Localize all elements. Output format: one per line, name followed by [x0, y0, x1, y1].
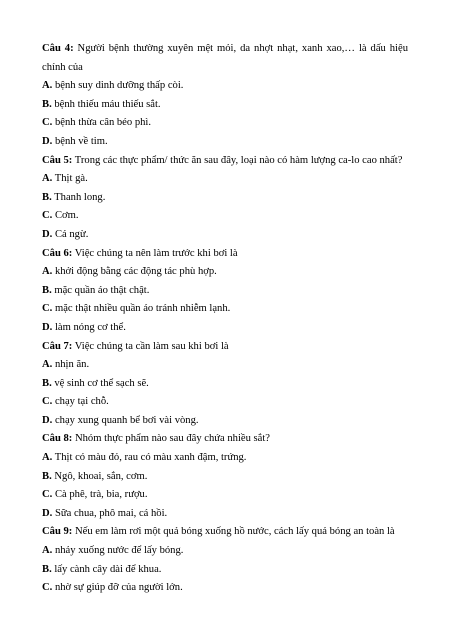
answer-option: [42, 226, 408, 245]
question-number: Câu 5:: [42, 154, 73, 166]
question-number: Câu 6:: [42, 247, 73, 259]
option-letter: B.: [42, 191, 52, 203]
option-letter: A.: [42, 80, 53, 92]
option-letter: A.: [42, 266, 53, 278]
option-text: bệnh về tim.: [52, 135, 108, 147]
option-text: nhờ sự giúp đỡ của người lớn.: [52, 582, 183, 594]
answer-option: [42, 505, 408, 524]
question-text: Việc chúng ta nên làm trước khi bơi là: [72, 247, 238, 259]
answer-option: [42, 449, 408, 468]
option-text: Thanh long.: [51, 191, 106, 203]
question-text: Trong các thực phẩm/ thức ăn sau đây, loại nào có hàm lượng ca-lo cao nhất?: [72, 154, 403, 166]
answer-option: [42, 207, 408, 226]
question-stem: [42, 338, 408, 357]
option-text: Ngô, khoai, sắn, cơm.: [51, 470, 148, 482]
option-text: làm nóng cơ thể.: [52, 321, 126, 333]
answer-option: [42, 561, 408, 580]
question-stem: [42, 523, 408, 542]
option-letter: A.: [42, 452, 53, 464]
question-block: [42, 152, 408, 245]
option-letter: A.: [42, 545, 53, 557]
option-text: bệnh thừa cân béo phì.: [52, 117, 152, 129]
option-letter: C.: [42, 210, 53, 222]
answer-option: [42, 300, 408, 319]
option-letter: B.: [42, 284, 52, 296]
question-block: [42, 40, 408, 152]
option-text: chạy xung quanh bể bơi vài vòng.: [52, 414, 199, 426]
option-text: Cơm.: [52, 210, 79, 222]
option-letter: B.: [42, 563, 52, 575]
answer-option: [42, 133, 408, 152]
option-letter: C.: [42, 582, 53, 594]
question-number: Câu 4:: [42, 43, 74, 54]
answer-option: [42, 77, 408, 96]
question-block: [42, 338, 408, 431]
option-text: khởi động bằng các động tác phù hợp.: [52, 266, 217, 278]
answer-option: [42, 486, 408, 505]
answer-option: [42, 356, 408, 375]
option-text: bệnh thiếu máu thiếu sắt.: [51, 98, 161, 110]
question-block: [42, 245, 408, 338]
question-list: [42, 40, 408, 598]
question-text: Người bệnh thường xuyên mệt mỏi, da nhợt nhạt, xanh xao,… là dấu hiệu chính của: [42, 43, 409, 73]
option-text: chạy tại chỗ.: [52, 396, 109, 408]
option-text: mặc quần áo thật chật.: [51, 284, 150, 296]
question-block: [42, 523, 408, 597]
option-letter: B.: [42, 98, 52, 110]
option-letter: D.: [42, 414, 53, 426]
option-letter: B.: [42, 377, 52, 389]
answer-option: [42, 263, 408, 282]
option-letter: D.: [42, 321, 53, 333]
answer-option: [42, 170, 408, 189]
option-text: Sữa chua, phô mai, cá hồi.: [52, 507, 168, 519]
answer-option: [42, 542, 408, 561]
answer-option: [42, 393, 408, 412]
question-number: Câu 7:: [42, 340, 73, 352]
option-text: vệ sinh cơ thể sạch sẽ.: [51, 377, 149, 389]
question-number: Câu 8:: [42, 433, 73, 445]
answer-option: [42, 319, 408, 338]
option-text: Cà phê, trà, bia, rượu.: [52, 489, 148, 501]
option-letter: C.: [42, 117, 53, 129]
question-text: Nếu em làm rơi một quả bóng xuống hồ nước, cách lấy quả bóng an toàn là: [72, 526, 395, 538]
option-letter: A.: [42, 359, 53, 371]
answer-option: [42, 579, 408, 598]
option-text: mặc thật nhiều quần áo tránh nhiễm lạnh.: [52, 303, 231, 315]
option-text: Cá ngừ.: [52, 228, 89, 240]
answer-option: [42, 412, 408, 431]
answer-option: [42, 282, 408, 301]
option-letter: C.: [42, 489, 53, 501]
question-stem: [42, 245, 408, 264]
question-text: Nhóm thực phẩm nào sau đây chứa nhiều sắt?: [72, 433, 271, 445]
option-text: bệnh suy dinh dưỡng thấp còi.: [52, 80, 184, 92]
option-letter: D.: [42, 507, 53, 519]
question-text: Việc chúng ta cần làm sau khi bơi là: [72, 340, 229, 352]
answer-option: [42, 114, 408, 133]
option-text: Thịt gà.: [52, 173, 88, 185]
option-letter: C.: [42, 303, 53, 315]
question-stem: [42, 40, 408, 77]
question-number: Câu 9:: [42, 526, 73, 538]
answer-option: [42, 468, 408, 487]
option-text: nhịn ăn.: [52, 359, 90, 371]
option-text: lấy cành cây dài để khua.: [51, 563, 162, 575]
question-stem: [42, 430, 408, 449]
option-letter: B.: [42, 470, 52, 482]
option-text: Thịt có màu đỏ, rau có màu xanh đậm, trứng.: [52, 452, 247, 464]
option-text: nhảy xuống nước để lấy bóng.: [52, 545, 184, 557]
option-letter: D.: [42, 135, 53, 147]
answer-option: [42, 189, 408, 208]
answer-option: [42, 96, 408, 115]
question-stem: [42, 152, 408, 171]
option-letter: C.: [42, 396, 53, 408]
option-letter: D.: [42, 228, 53, 240]
question-block: [42, 430, 408, 523]
option-letter: A.: [42, 173, 53, 185]
answer-option: [42, 375, 408, 394]
